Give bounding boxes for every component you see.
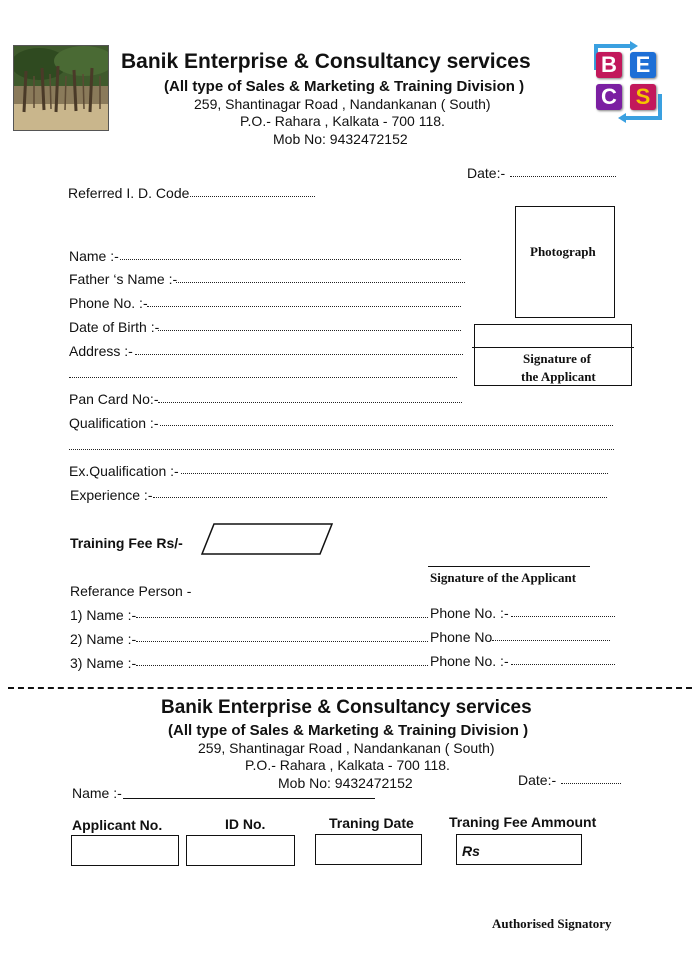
address-field-line-2[interactable] <box>69 377 457 378</box>
ex-qualification-label: Ex.Qualification :- <box>69 463 179 479</box>
slip-division-subtitle: (All type of Sales & Marketing & Training Division ) <box>168 722 529 739</box>
reference-title: Referance Person - <box>70 583 192 599</box>
slip-address-line-1: 259, Shantinagar Road , Nandankanan ( South) <box>198 740 495 756</box>
dob-label: Date of Birth :- <box>69 319 160 335</box>
slip-name-field[interactable] <box>123 798 375 799</box>
address-line-2: P.O.- Rahara , Kalkata - 700 118. <box>240 113 445 129</box>
father-name-field[interactable] <box>176 282 465 283</box>
reference-3-phone-label: Phone No. :- <box>430 653 509 669</box>
slip-company-title: Banik Enterprise & Consultancy services <box>161 697 532 718</box>
qualification-field-line-2[interactable] <box>69 449 614 450</box>
logo-tile-b: B <box>596 52 622 78</box>
pan-card-label: Pan Card No:- <box>69 391 159 407</box>
reference-1-name-field[interactable] <box>136 617 428 618</box>
training-date-box[interactable] <box>315 834 422 865</box>
date-field[interactable] <box>510 176 616 177</box>
id-no-box[interactable] <box>186 835 295 866</box>
reference-2-name-field[interactable] <box>136 641 428 642</box>
reference-3-name-field[interactable] <box>136 665 428 666</box>
name-field[interactable] <box>120 259 461 260</box>
slip-mobile-number: Mob No: 9432472152 <box>278 775 413 791</box>
reference-2-phone-field[interactable] <box>492 640 610 641</box>
reference-2-phone-label: Phone No <box>430 629 493 645</box>
slip-date-field[interactable] <box>561 783 621 784</box>
address-line-1: 259, Shantinagar Road , Nandankanan ( South) <box>194 96 491 112</box>
rs-prefix: Rs <box>462 843 480 859</box>
phone-field[interactable] <box>147 306 461 307</box>
referred-id-field[interactable] <box>190 196 315 197</box>
experience-label: Experience :- <box>70 487 153 503</box>
reference-1-phone-label: Phone No. :- <box>430 605 509 621</box>
qualification-field-line-1[interactable] <box>160 425 613 426</box>
mobile-number: Mob No: 9432472152 <box>273 131 408 147</box>
becs-logo <box>590 40 666 124</box>
address-field-line-1[interactable] <box>135 354 463 355</box>
applicant-no-box[interactable] <box>71 835 179 866</box>
phone-label: Phone No. :- <box>69 295 148 311</box>
experience-field[interactable] <box>153 497 607 498</box>
reference-3-name-label: 3) Name :- <box>70 655 137 671</box>
ex-qualification-field[interactable] <box>181 473 608 474</box>
company-title: Banik Enterprise & Consultancy services <box>121 50 531 73</box>
date-label: Date:- <box>467 165 506 181</box>
applicant-signature-line <box>428 566 590 567</box>
training-date-header: Traning Date <box>329 815 414 831</box>
slip-name-label: Name :- <box>72 785 122 801</box>
applicant-signature-label: Signature of the Applicant <box>430 570 577 585</box>
cut-line <box>8 687 692 689</box>
dob-field[interactable] <box>158 330 461 331</box>
qualification-label: Qualification :- <box>69 415 159 431</box>
division-subtitle: (All type of Sales & Marketing & Training Division ) <box>164 78 525 95</box>
applicant-no-header: Applicant No. <box>72 817 163 833</box>
signature-box-label-2: the Applicant <box>521 369 596 384</box>
logo-tile-e: E <box>630 52 656 78</box>
training-fee-header: Traning Fee Ammount <box>449 814 597 830</box>
signature-box-label-1: Signature of <box>523 351 592 366</box>
banyan-tree-image <box>13 45 109 131</box>
referred-id-label: Referred I. D. Code <box>68 185 190 201</box>
reference-2-name-label: 2) Name :- <box>70 631 137 647</box>
slip-date-label: Date:- <box>518 772 557 788</box>
address-label: Address :- <box>69 343 133 359</box>
pan-card-field[interactable] <box>158 402 462 403</box>
authorised-signatory: Authorised Signatory <box>492 916 612 931</box>
reference-3-phone-field[interactable] <box>511 664 615 665</box>
photograph-box <box>515 206 615 318</box>
logo-tile-c: C <box>596 84 622 110</box>
reference-1-phone-field[interactable] <box>511 616 615 617</box>
photograph-label: Photograph <box>530 244 596 259</box>
father-name-label: Father ‘s Name :- <box>69 271 178 287</box>
slip-address-line-2: P.O.- Rahara , Kalkata - 700 118. <box>245 757 450 773</box>
training-fee-box[interactable] <box>200 523 334 555</box>
training-fee-label: Training Fee Rs/- <box>70 535 183 551</box>
id-no-header: ID No. <box>225 816 266 832</box>
name-label: Name :- <box>69 248 119 264</box>
signature-box-divider <box>472 347 634 348</box>
reference-1-name-label: 1) Name :- <box>70 607 137 623</box>
logo-tile-s: S <box>630 84 656 110</box>
